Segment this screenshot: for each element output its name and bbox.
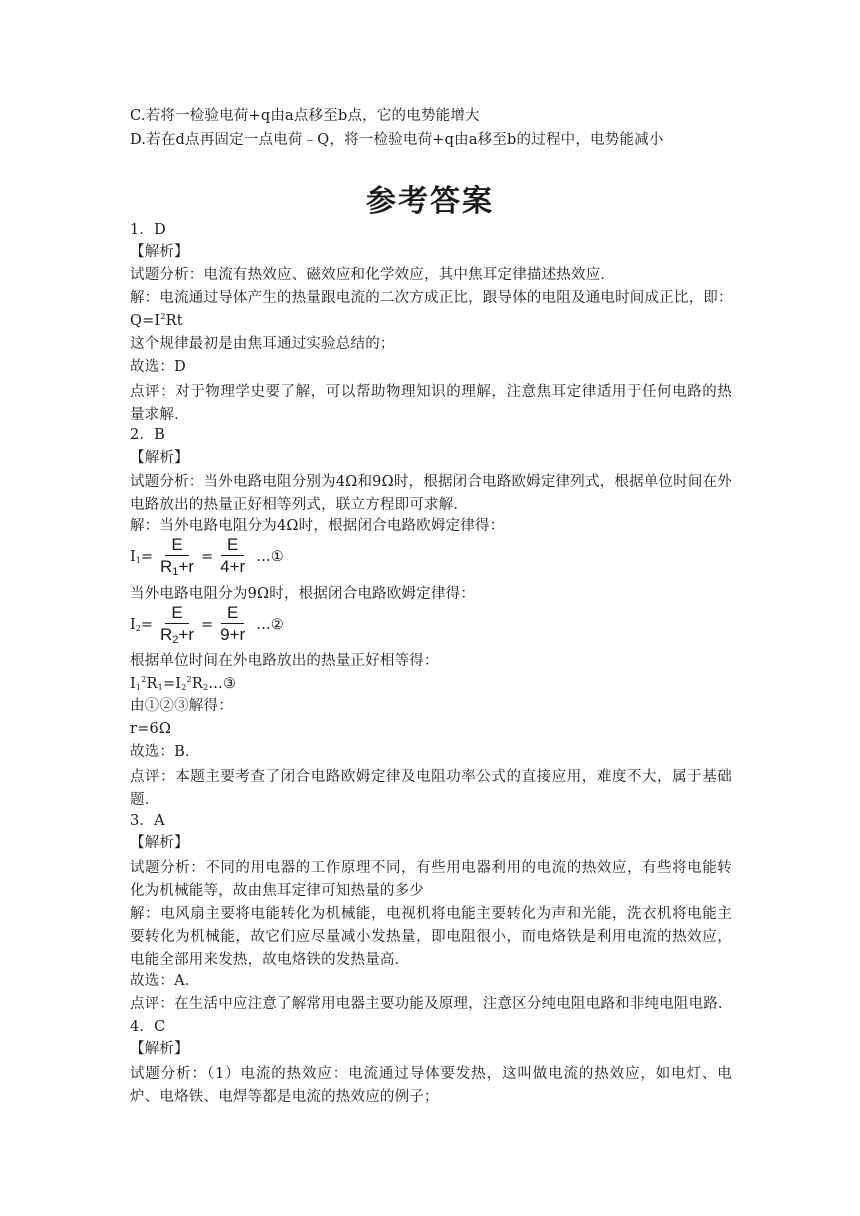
eq3-eq-i2: =I [162,676,182,692]
eq2-numerator-2: E [221,604,244,624]
q1-formula [130,312,183,330]
eq3-r2: R [191,676,203,692]
q2-tag: 【解析】 [130,450,189,466]
q3-choice: 故选：A． [130,973,200,989]
eq3-i1-sup: 2 [141,675,147,684]
eq1-numerator: E [165,536,188,556]
eq2-fraction-1 [154,604,200,645]
eq1-denominator-2: 4+r [220,557,246,576]
q4-analysis: 试题分析：（1）电流的热效应：电流通过导体要发热，这叫做电流的热效应，如电灯、电炉、电烙铁、电焊等都是电流的热效应的例子； [130,1066,732,1105]
eq3-i2-sub: 2 [181,683,187,692]
eq1-lhs-sub: 1 [135,555,141,565]
eq1-fraction-1 [154,536,200,577]
q1-solution: 解：电流通过导体产生的热量跟电流的二次方成正比，跟导体的电阻及通电时间成正比，即： [130,290,733,306]
eq3-r1-sub: 1 [157,683,163,692]
option-d: D.若在d点再固定一点电荷﹣Q，将一检验电荷+q由a移至b的过程中，电势能减小 [130,132,664,148]
eq3-r1: R [146,676,158,692]
eq1-fraction-2 [214,536,251,577]
q1-formula-q: Q=I [130,313,161,329]
eq2-eq2: = [200,616,214,633]
eq2-eq: = [140,616,153,633]
q2-number: 2．B [130,427,165,443]
q2-analysis: 试题分析：当外电路电阻分别为4Ω和9Ω时，根据闭合电路欧姆定律列式，根据单位时间在外电路放出的热量正好相等列式，联立方程即可求解． [130,474,732,513]
eq1-den-r: R [159,557,173,576]
q1-formula-rt: Rt [165,313,183,329]
q2-solution2: 当外电路电阻分为9Ω时，根据闭合电路欧姆定律得： [130,586,476,602]
eq2-mark: …② [256,616,284,633]
q2-equation-3 [130,675,236,693]
q2-choice: 故选：B． [130,744,200,760]
q3-number: 3．A [130,813,165,829]
q4-tag: 【解析】 [130,1041,189,1057]
eq1-numerator-2: E [221,536,244,556]
eq1-den-rest: +r [178,557,194,576]
eq1-mark: …① [256,548,284,565]
q1-formula-sup: 2 [160,312,166,321]
q3-solution: 解：电风扇主要将电能转化为机械能，电视机将电能主要转化为声和光能，洗衣机将电能主要转化为机械能，故它们应尽量减小发热量，即电阻很小，而电烙铁是利用电流的热效应，电能全部用来发热，故电烙铁的发热量高． [130,906,732,968]
eq2-denominator-2: 9+r [220,625,246,644]
eq2-numerator: E [165,604,188,624]
q1-choice: 故选：D [130,359,186,375]
answer-title: 参考答案 [366,184,494,219]
q2-solution1: 解：当外电路电阻分为4Ω时，根据闭合电路欧姆定律得： [130,518,505,534]
q3-analysis: 试题分析：不同的用电器的工作原理不同，有些用电器利用的电流的热效应，有些将电能转化为机械能等，故由焦耳定律可知热量的多少 [130,860,732,899]
eq2-den-rest: +r [178,625,194,644]
q3-tag: 【解析】 [130,835,189,851]
q4-number: 4．C [130,1019,166,1035]
eq2-den-r: R [159,625,173,644]
q2-equation-2 [130,604,284,645]
eq3-i1: I [130,676,136,692]
eq2-lhs: I [130,616,136,633]
eq1-lhs: I [130,548,136,565]
q1-number: 1．D [130,222,166,238]
q2-comment: 点评：本题主要考查了闭合电路欧姆定律及电阻功率公式的直接应用，难度不大，属于基础题． [130,769,732,808]
q2-equation-1 [130,536,284,577]
q1-tag: 【解析】 [130,244,189,260]
eq2-lhs-sub: 2 [135,623,141,633]
eq3-mark: …③ [208,676,237,692]
eq2-fraction-2 [214,604,251,645]
q2-result: r=6Ω [130,721,172,737]
eq3-i2-sup: 2 [186,675,192,684]
q1-analysis: 试题分析：电流有热效应、磁效应和化学效应，其中焦耳定律描述热效应． [130,267,616,283]
eq1-eq: = [140,548,153,565]
option-c: C.若将一检验电荷+q由a点移至b点，它的电势能增大 [130,108,480,124]
q3-comment: 点评：在生活中应注意了解常用电器主要功能及原理，注意区分纯电阻电路和非纯电阻电路． [130,996,733,1012]
eq3-i1-sub: 1 [135,683,142,692]
eq2-den-sub: 2 [172,634,179,646]
q1-note: 这个规律最初是由焦耳通过实验总结的； [130,336,395,352]
q2-solve: 由①②③解得： [130,698,233,714]
q1-comment: 点评：对于物理学史要了解，可以帮助物理知识的理解，注意焦耳定律适用于任何电路的热量求解． [130,384,732,423]
eq3-r2-sub: 2 [202,683,209,692]
eq1-den-sub: 1 [172,566,179,578]
q2-solution3: 根据单位时间在外电路放出的热量正好相等得： [130,653,439,669]
eq1-eq2: = [200,548,214,565]
